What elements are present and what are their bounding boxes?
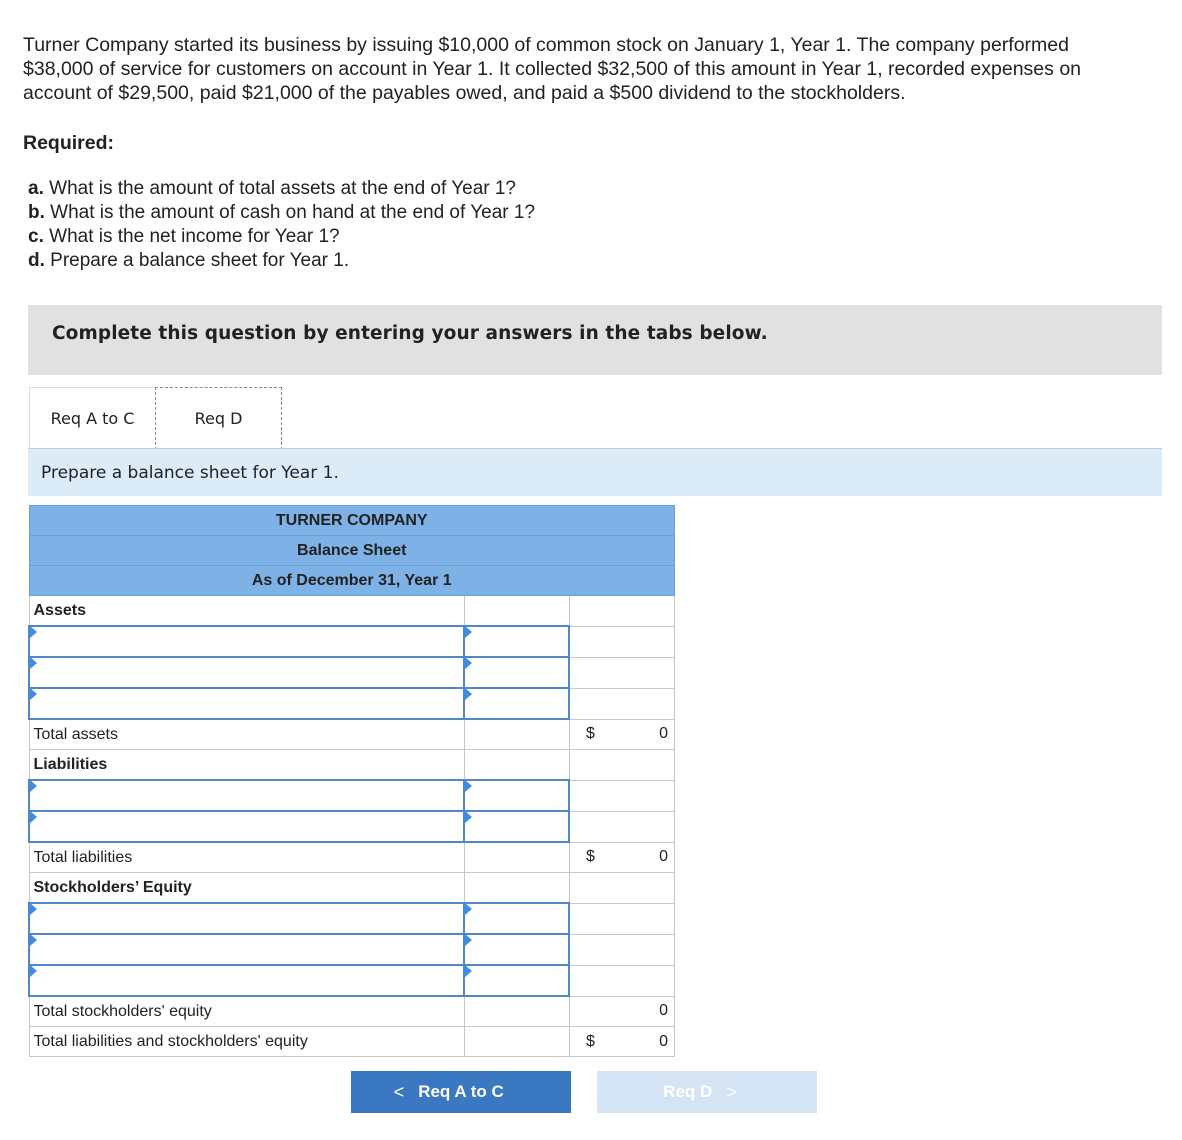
requirement-b [28, 201, 535, 225]
total-equity-row [29, 996, 675, 1027]
requirement-letter: d. [28, 250, 45, 271]
liability-amount-input[interactable] [464, 780, 569, 811]
requirement-text: What is the amount of cash on hand at the end of Year 1? [50, 202, 536, 223]
requirement-text: What is the amount of total assets at the end of Year 1? [49, 178, 516, 199]
total-assets-label: Total assets [29, 719, 464, 750]
tab-req-d[interactable]: Req D [155, 387, 282, 450]
required-heading: Required: [23, 132, 115, 154]
requirement-d [28, 249, 535, 273]
equity-row-1 [29, 903, 675, 934]
equity-label-input[interactable] [29, 965, 464, 996]
chevron-left-icon: < [393, 1081, 405, 1102]
liability-label-input[interactable] [29, 780, 464, 811]
problem-line-2: $38,000 of service for customers on account in Year 1. It collected $32,500 of this amount in Year 1, recorded expenses on [23, 58, 1082, 80]
requirement-letter: b. [28, 202, 45, 223]
requirement-letter: a. [28, 178, 44, 199]
problem-text [23, 33, 1168, 105]
total-le-label: Total liabilities and stockholders' equity [29, 1027, 464, 1057]
equity-heading: Stockholders’ Equity [29, 873, 464, 904]
instructions-banner [28, 305, 1162, 375]
instruction-text: Prepare a balance sheet for Year 1. [41, 463, 339, 483]
equity-row-3 [29, 965, 675, 996]
liability-amount-input[interactable] [464, 811, 569, 842]
prev-button-label: Req A to C [418, 1082, 504, 1101]
total-equity-label: Total stockholders' equity [29, 996, 464, 1027]
total-equity-value: 0 [659, 1002, 668, 1020]
assets-heading: Assets [29, 596, 464, 627]
total-assets-row [29, 719, 675, 750]
equity-amount-input[interactable] [464, 903, 569, 934]
asset-label-input[interactable] [29, 688, 464, 719]
currency-symbol: $ [585, 725, 595, 743]
asset-row-2 [29, 657, 675, 688]
requirement-c [28, 225, 535, 249]
requirement-text: What is the net income for Year 1? [49, 226, 340, 247]
equity-amount-input[interactable] [464, 934, 569, 965]
equity-label-input[interactable] [29, 934, 464, 965]
asset-label-input[interactable] [29, 626, 464, 657]
currency-symbol: $ [585, 1032, 595, 1050]
asset-label-input[interactable] [29, 657, 464, 688]
total-liabilities-value: 0 [659, 848, 668, 866]
next-tab-button[interactable] [597, 1071, 817, 1113]
tab-req-a-to-c[interactable]: Req A to C [29, 387, 156, 449]
total-liabilities-label: Total liabilities [29, 842, 464, 873]
company-name: TURNER COMPANY [29, 506, 675, 536]
next-button-label: Req D [663, 1082, 713, 1101]
statement-date: As of December 31, Year 1 [29, 566, 675, 596]
requirement-text: Prepare a balance sheet for Year 1. [50, 250, 350, 271]
chevron-right-icon: > [726, 1081, 737, 1102]
statement-title: Balance Sheet [29, 536, 675, 566]
requirements-list [28, 177, 535, 273]
currency-symbol: $ [585, 848, 595, 866]
banner-text: Complete this question by entering your answers in the tabs below. [52, 323, 768, 344]
equity-amount-input[interactable] [464, 965, 569, 996]
asset-amount-input[interactable] [464, 657, 569, 688]
asset-row-3 [29, 688, 675, 719]
requirement-a [28, 177, 535, 201]
total-assets-value: 0 [659, 725, 668, 743]
liabilities-heading: Liabilities [29, 750, 464, 781]
liability-row-2 [29, 811, 675, 842]
equity-label-input[interactable] [29, 903, 464, 934]
balance-sheet-table [28, 505, 675, 1057]
problem-line-1: Turner Company started its business by issuing $10,000 of common stock on January 1, Year 1. The company performed [23, 34, 1069, 56]
problem-line-3: account of $29,500, paid $21,000 of the payables owed, and paid a $500 dividend to the stockholders. [23, 82, 906, 104]
tab-instruction [28, 449, 1162, 496]
liability-label-input[interactable] [29, 811, 464, 842]
equity-row-2 [29, 934, 675, 965]
total-le-row [29, 1027, 675, 1057]
total-liabilities-row [29, 842, 675, 873]
asset-amount-input[interactable] [464, 688, 569, 719]
total-le-value: 0 [659, 1032, 668, 1050]
requirement-letter: c. [28, 226, 44, 247]
asset-row-1 [29, 626, 675, 657]
prev-tab-button[interactable] [351, 1071, 571, 1113]
asset-amount-input[interactable] [464, 626, 569, 657]
liability-row-1 [29, 780, 675, 811]
